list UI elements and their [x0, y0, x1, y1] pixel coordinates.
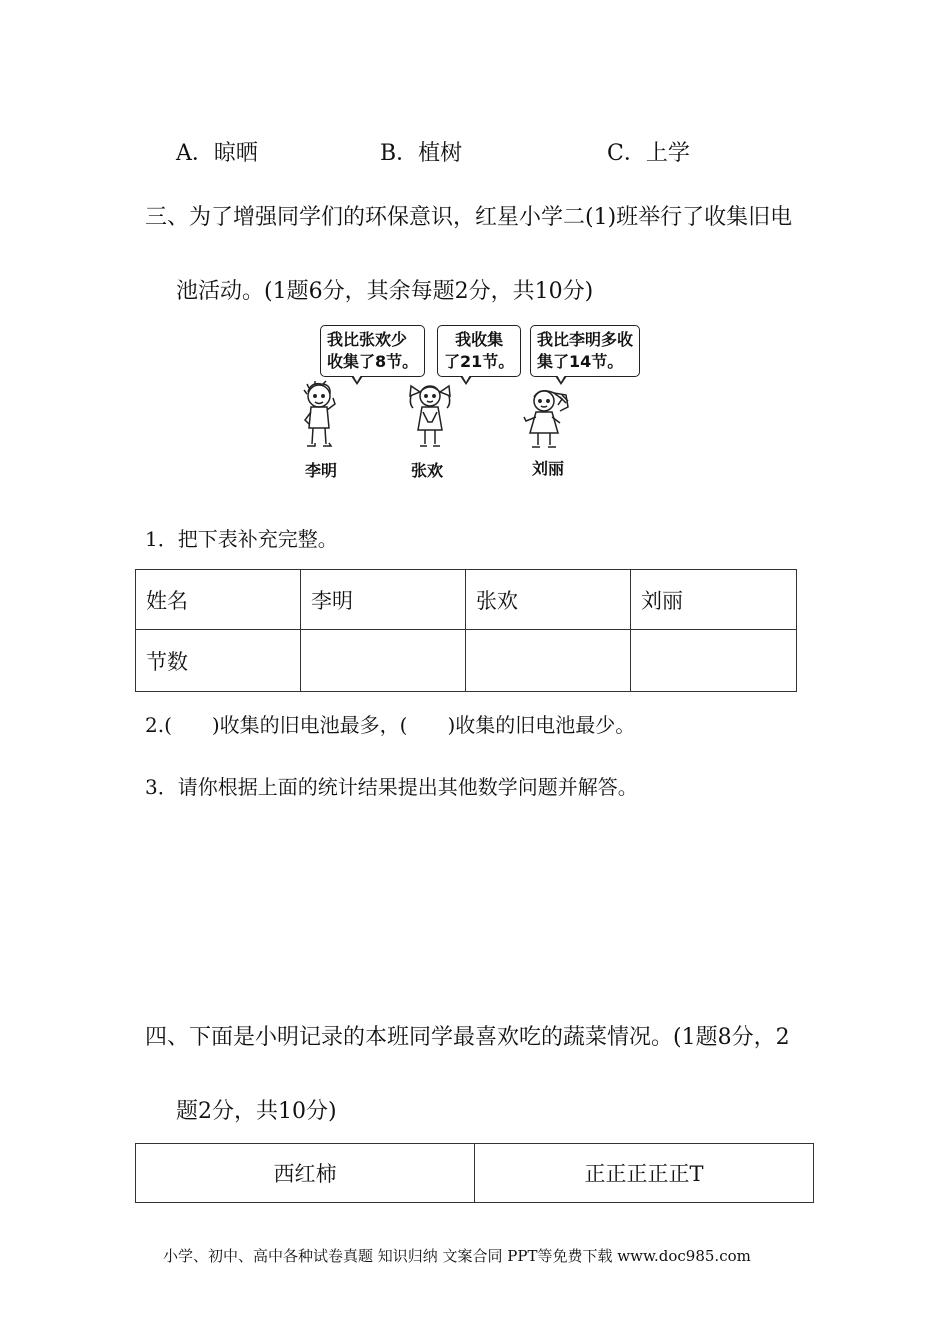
section3-heading-line1: 三、为了增强同学们的环保意识，红星小学二(1)班举行了收集旧电	[145, 205, 793, 230]
section3-heading-line2: 池活动。(1题6分，其余每题2分，共10分)	[176, 279, 594, 304]
option-b: B．植树	[380, 141, 463, 166]
table-header-cell: 刘丽	[631, 570, 797, 630]
question-2: 2.( )收集的旧电池最多，( )收集的旧电池最少。	[145, 713, 636, 737]
table-header-cell: 张欢	[466, 570, 631, 630]
girl-liuli-figure	[518, 385, 576, 455]
speech-bubble-liming	[320, 325, 425, 377]
answer-area[interactable]	[145, 810, 805, 1000]
bubble-text: 我比李明多收	[537, 330, 634, 349]
bubble-text: 了21节。	[444, 352, 515, 371]
table-row	[136, 630, 797, 692]
bubble-text: 我比张欢少	[327, 330, 408, 349]
vegetable-name-cell: 西红柿	[136, 1144, 475, 1203]
option-a: A．晾晒	[176, 141, 258, 166]
name-label-liuli: 刘丽	[532, 459, 565, 478]
table-header-cell: 李明	[301, 570, 466, 630]
boy-liming-figure	[297, 380, 347, 455]
section4-heading-line2: 题2分，共10分)	[176, 1099, 337, 1124]
answer-cell-liuli[interactable]	[631, 630, 797, 692]
battery-table	[135, 569, 797, 692]
page-footer: 小学、初中、高中各种试卷真题 知识归纳 文案合同 PPT等免费下载 www.doc985.com	[163, 1247, 751, 1265]
name-label-liming: 李明	[305, 461, 338, 480]
tally-cell: 正正正正正T	[475, 1144, 814, 1203]
bubble-text: 收集了8节。	[327, 352, 419, 371]
question-3: 3．请你根据上面的统计结果提出其他数学问题并解答。	[145, 775, 638, 799]
table-row	[136, 570, 797, 630]
answer-cell-liming[interactable]	[301, 630, 466, 692]
option-c: C．上学	[607, 141, 690, 166]
table-row-label: 节数	[136, 630, 301, 692]
table-header-cell: 姓名	[136, 570, 301, 630]
speech-bubble-zhanghuan	[437, 325, 521, 377]
bubble-text: 集了14节。	[537, 352, 624, 371]
bubble-text: 我收集	[455, 330, 504, 349]
question-1: 1．把下表补充完整。	[145, 527, 338, 551]
name-label-zhanghuan: 张欢	[411, 461, 444, 480]
answer-cell-zhanghuan[interactable]	[466, 630, 631, 692]
speech-bubble-liuli	[530, 325, 640, 377]
vegetable-tally-table	[135, 1143, 814, 1203]
girl-zhanghuan-figure	[405, 380, 455, 455]
table-row	[136, 1144, 814, 1203]
section4-heading-line1: 四、下面是小明记录的本班同学最喜欢吃的蔬菜情况。(1题8分，2	[145, 1025, 790, 1050]
